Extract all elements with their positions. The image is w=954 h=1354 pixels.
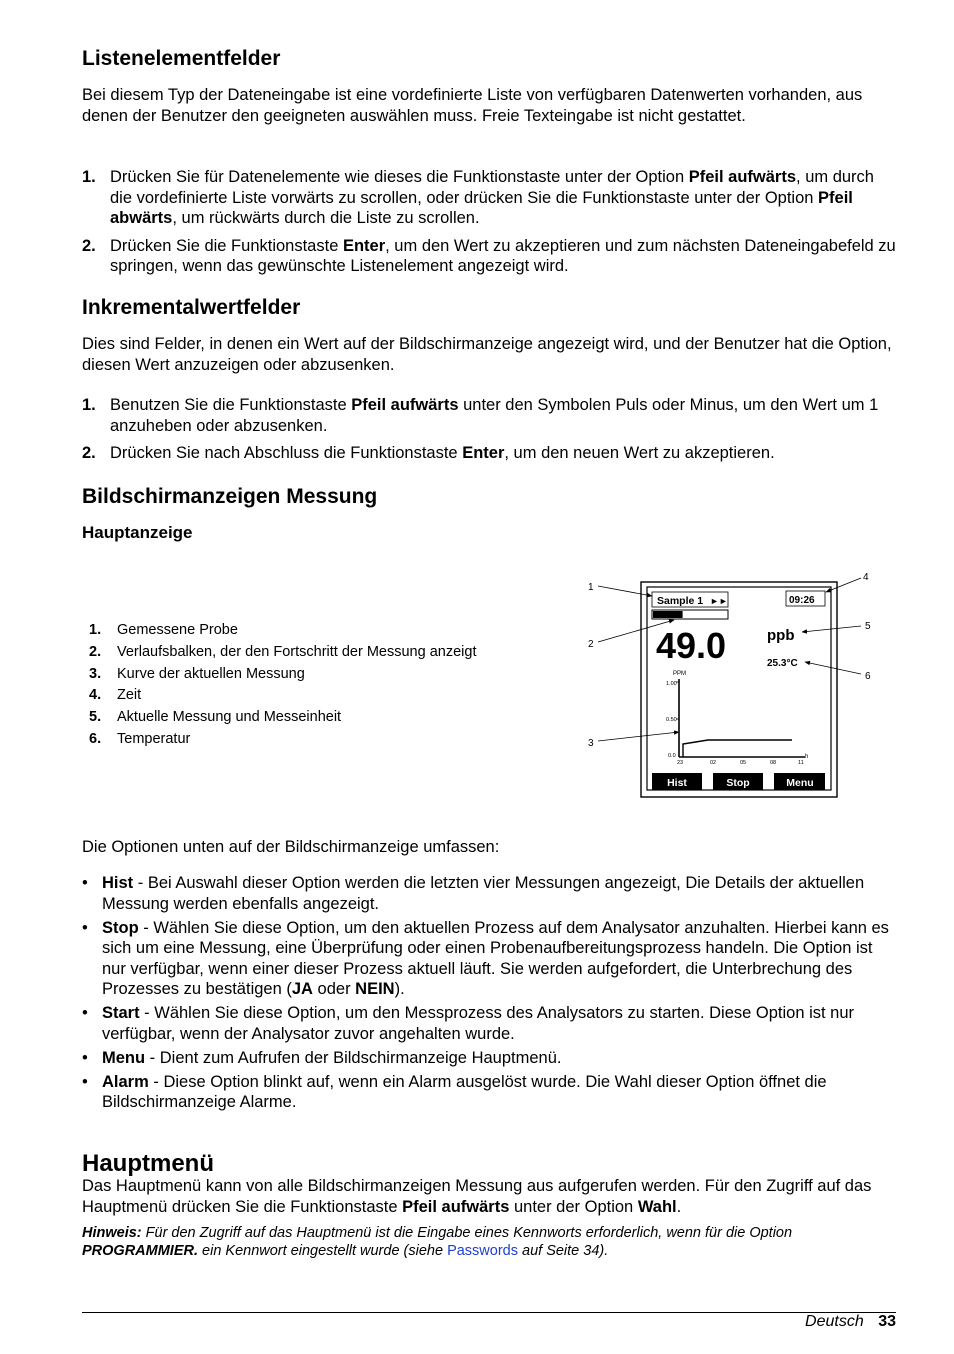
- steps-list: [82, 395, 896, 471]
- hauptmenue-paragraph: [82, 1176, 896, 1217]
- option-name: Hist: [102, 874, 134, 892]
- paragraph-text: .: [676, 1197, 682, 1216]
- section-intro: Dies sind Felder, in denen ein Wert auf der Bildschirmanzeige angezeigt wird, und der Benutzer hat die Option, diesen Wert anzuzeigen oder abzusenken.: [82, 335, 892, 374]
- option-name: Alarm: [102, 1072, 149, 1091]
- note-label: Hinweis:: [82, 1225, 142, 1241]
- passwords-link[interactable]: Passwords: [447, 1243, 518, 1259]
- legend-label: Kurve der aktuellen Messung: [117, 665, 305, 682]
- step-item: [82, 167, 896, 229]
- options-intro: Die Optionen unten auf der Bildschirmanzeige umfassen:: [82, 838, 500, 856]
- legend-item: [82, 685, 552, 707]
- option-description: - Wählen Sie diese Option, um den Messprozess des Analysators zu starten. Diese Option ist nur verfügbar, wenn der Analysator zuvor angehalten wurde.: [102, 1004, 855, 1043]
- section-heading-inkrementalwertfelder: Inkrementalwertfelder: [82, 296, 301, 319]
- step-text: , um den Wert zu akzeptieren und zum nächsten Dateneingabefeld zu springen, wenn das gewünschte Listenelement angezeigt wird.: [110, 236, 896, 275]
- menu-button-label: Menu: [786, 777, 814, 789]
- section-heading-bildschirmanzeigen: Bildschirmanzeigen Messung: [82, 485, 378, 508]
- option-item-menu: [82, 1048, 896, 1069]
- step-text: Drücken Sie die Funktionstaste: [110, 236, 343, 255]
- stop-button-label: Stop: [726, 777, 750, 789]
- subheading-hauptanzeige: Hauptanzeige: [82, 523, 193, 542]
- x-tick-label: 08: [770, 760, 777, 766]
- footer-rule: [82, 1312, 896, 1313]
- legend-label: Temperatur: [117, 730, 191, 747]
- time-label: 09:26: [789, 595, 815, 606]
- legend-label: Gemessene Probe: [117, 622, 238, 638]
- step-emphasis: Enter: [342, 236, 386, 255]
- paragraph-text: Das Hauptmenü kann von alle Bildschirmanzeigen Messung aus aufgerufen werden. Für den Zugriff auf das Hauptmenü drücken Sie die Funktionstaste: [82, 1177, 872, 1216]
- legend-number: 4.: [89, 687, 102, 704]
- figure-legend: [82, 620, 552, 751]
- bullet: •: [82, 874, 88, 892]
- callout-6: 6: [865, 671, 871, 682]
- bullet: •: [82, 918, 88, 937]
- option-name: Stop: [102, 918, 139, 937]
- option-item-alarm: [82, 1072, 896, 1113]
- note: [82, 1224, 896, 1260]
- option-item-start: [82, 1003, 896, 1044]
- step-emphasis: Pfeil abwärts: [110, 188, 853, 227]
- option-description: - Bei Auswahl dieser Option werden die letzten vier Messungen angezeigt, Die Details der aktuellen Messung werden ebenfalls angezeigt.: [102, 874, 865, 913]
- step-text: , um rückwärts durch die Liste zu scrollen.: [172, 209, 480, 227]
- step-number: 1.: [82, 396, 96, 414]
- hist-button-label: Hist: [667, 777, 687, 789]
- ppm-label: PPM: [673, 671, 687, 677]
- legend-number: 3.: [89, 665, 102, 682]
- legend-item: [82, 642, 552, 664]
- callout-5: 5: [865, 621, 871, 632]
- option-description: - Dient zum Aufrufen der Bildschirmanzeige Hauptmenü.: [145, 1048, 562, 1067]
- paragraph-emphasis: Pfeil aufwärts: [402, 1197, 510, 1216]
- option-item-hist: [82, 873, 896, 914]
- option-description: ).: [394, 980, 405, 998]
- legend-item: [82, 707, 552, 729]
- step-number: 1.: [82, 168, 96, 186]
- step-text: Benutzen Sie die Funktionstaste: [110, 396, 352, 414]
- note-text: auf Seite 34).: [517, 1243, 609, 1259]
- section-intro: Bei diesem Typ der Dateneingabe ist eine vordefinierte Liste von verfügbaren Datenwerten vorhanden, aus denen der Benutzer den geeigneten auswählen muss. Freie Texteingabe ist nicht gestattet.: [82, 86, 863, 125]
- x-tick-label: 23: [677, 760, 684, 766]
- option-item-stop: [82, 918, 896, 1000]
- bullet: •: [82, 1004, 88, 1022]
- step-number: 2.: [82, 236, 96, 255]
- y-tick-label: 1.00: [666, 681, 677, 687]
- steps-list: [82, 167, 896, 284]
- step-item: [82, 395, 896, 436]
- callout-4: 4: [863, 572, 869, 583]
- option-description: - Diese Option blinkt auf, wenn ein Alarm ausgelöst wurde. Die Wahl dieser Option öffnet die Bildschirmanzeige Alarme.: [102, 1072, 827, 1111]
- section-heading-listenelementfelder: Listenelementfelder: [82, 47, 281, 70]
- section-heading-hauptmenue: Hauptmenü: [82, 1150, 214, 1178]
- paragraph-emphasis: Wahl: [637, 1197, 677, 1216]
- legend-number: 5.: [89, 709, 102, 726]
- legend-item: [82, 620, 552, 642]
- temperature-value: 25.3°C: [767, 658, 798, 669]
- callout-1: 1: [588, 582, 594, 593]
- x-tick-label: 11: [798, 760, 804, 766]
- legend-label: Verlaufsbalken, der den Fortschritt der Messung anzeigt: [117, 643, 477, 660]
- option-emphasis: JA: [291, 980, 313, 998]
- progress-bar-fill: [653, 611, 683, 618]
- step-text: , um den neuen Wert zu akzeptieren.: [504, 444, 775, 462]
- step-emphasis: Pfeil aufwärts: [351, 396, 459, 414]
- y-tick-label: 0.50: [666, 717, 677, 723]
- measurement-value: 49.0: [656, 625, 727, 666]
- step-text: Drücken Sie nach Abschluss die Funktionstaste: [110, 444, 463, 462]
- bullet: •: [82, 1072, 88, 1091]
- sample-label: Sample 1: [657, 595, 704, 607]
- step-item: [82, 236, 896, 277]
- option-name: Start: [102, 1004, 140, 1022]
- step-text: unter den Symbolen Puls oder Minus, um den Wert um 1 anzuheben oder abzusenken.: [110, 396, 879, 435]
- options-list: [82, 873, 896, 1116]
- sample-forward-icon: ►►: [710, 596, 728, 606]
- y-tick-label: 0.0: [668, 753, 676, 759]
- legend-item: [82, 664, 552, 686]
- device-display-figure: [580, 566, 880, 802]
- note-emphasis: PROGRAMMIER.: [82, 1243, 198, 1259]
- footer-language: Deutsch: [805, 1313, 864, 1330]
- legend-item: [82, 729, 552, 751]
- step-text: Drücken Sie für Datenelemente wie dieses die Funktionstaste unter der Option: [110, 168, 689, 186]
- legend-number: 1.: [89, 622, 102, 638]
- option-name: Menu: [102, 1048, 146, 1067]
- note-text: Für den Zugriff auf das Hauptmenü ist die Eingabe eines Kennworts erforderlich, wenn für die Option: [141, 1225, 793, 1241]
- step-item: [82, 443, 896, 464]
- step-text: , um durch die vordefinierte Liste vorwärts zu scrollen, oder drücken Sie die Funktionstaste unter der Option: [110, 168, 874, 207]
- note-text: ein Kennwort eingestellt wurde (siehe: [198, 1243, 448, 1259]
- step-emphasis: Enter: [462, 444, 505, 462]
- option-description: oder: [312, 980, 356, 998]
- bullet: •: [82, 1048, 88, 1067]
- legend-number: 2.: [89, 643, 102, 660]
- legend-label: Aktuelle Messung und Messeinheit: [117, 709, 342, 726]
- callout-2: 2: [588, 639, 594, 650]
- x-unit-label: h: [805, 754, 809, 760]
- footer: [805, 1313, 896, 1331]
- measurement-unit: ppb: [767, 627, 795, 644]
- page-number: 33: [878, 1313, 896, 1330]
- legend-number: 6.: [89, 730, 102, 747]
- option-emphasis: NEIN: [355, 980, 395, 998]
- step-number: 2.: [82, 444, 96, 462]
- paragraph-text: unter der Option: [509, 1197, 638, 1216]
- x-tick-label: 02: [710, 760, 717, 766]
- option-description: - Wählen Sie diese Option, um den aktuellen Prozess auf dem Analysator anzuhalten. Hierbei kann es sich um eine Messung, eine Überprüfung oder einen Probenaufbereitungsprozess handeln. Die Option ist nur verfügbar, wenn einer dieser Prozess aktuell läuft. Sie werden aufgefordert, die Unterbrechung des Prozesses zu bestätigen (: [102, 918, 889, 998]
- legend-label: Zeit: [117, 687, 142, 704]
- x-tick-label: 05: [740, 760, 747, 766]
- step-emphasis: Pfeil aufwärts: [688, 168, 797, 186]
- callout-3: 3: [588, 738, 594, 749]
